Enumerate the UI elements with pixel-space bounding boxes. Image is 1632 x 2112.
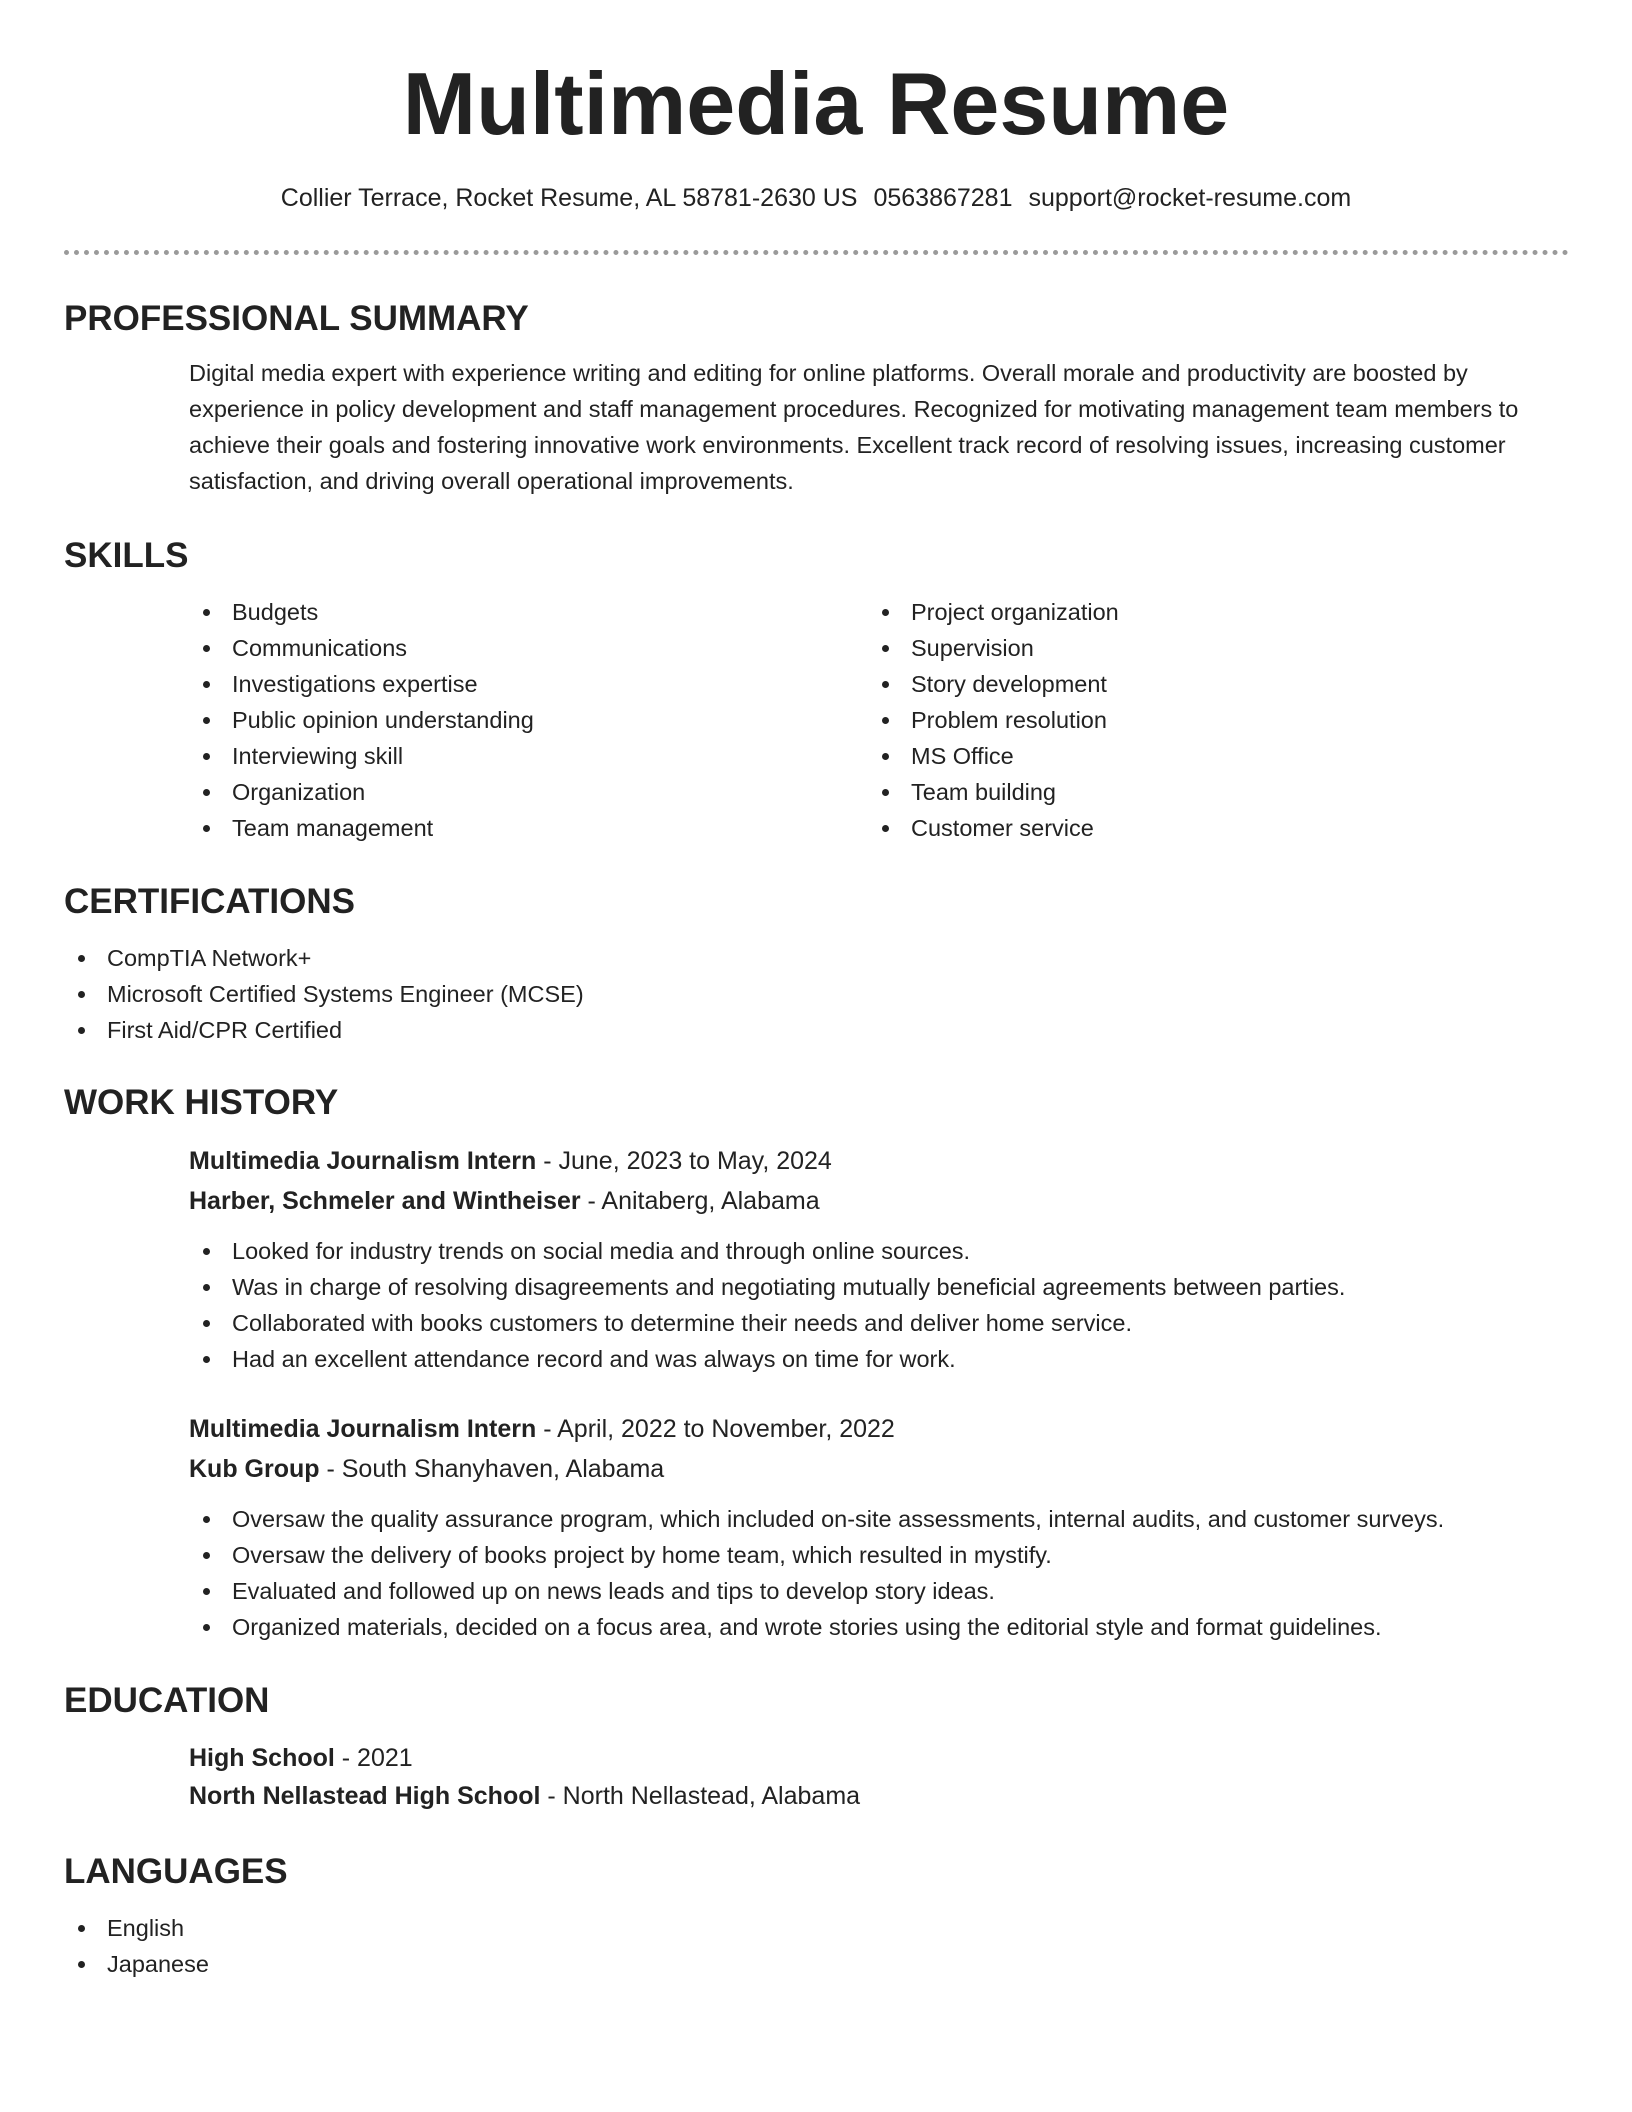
languages-section — [64, 1851, 1569, 1982]
skill-item: Supervision — [868, 630, 1547, 666]
job-bullet: Oversaw the quality assurance program, which included on-site assessments, internal audits, and customer surveys. — [189, 1501, 1569, 1537]
job-title-line — [189, 1141, 1569, 1181]
contact-line — [0, 182, 1632, 214]
certifications-section — [64, 881, 1569, 1048]
certifications-heading: CERTIFICATIONS — [64, 882, 356, 921]
job-bullet: Had an excellent attendance record and was always on time for work. — [189, 1341, 1569, 1377]
education-heading: EDUCATION — [64, 1681, 270, 1720]
certifications-list — [64, 940, 1569, 1048]
skills-list-right — [868, 594, 1547, 846]
job-location: - South Shanyhaven, Alabama — [319, 1455, 665, 1483]
certification-item: CompTIA Network+ — [64, 940, 1569, 976]
skills-section — [64, 535, 1569, 846]
work-section — [64, 1082, 1569, 1645]
work-heading: WORK HISTORY — [64, 1083, 339, 1122]
job-company: Kub Group — [189, 1455, 320, 1483]
skill-item: Investigations expertise — [189, 666, 868, 702]
skill-item: Problem resolution — [868, 702, 1547, 738]
education-degree-line — [189, 1739, 1569, 1777]
certification-item: Microsoft Certified Systems Engineer (MCSE) — [64, 976, 1569, 1012]
skill-item: Team management — [189, 810, 868, 846]
education-year: - 2021 — [334, 1744, 413, 1772]
language-item: English — [64, 1910, 1569, 1946]
job-bullet: Looked for industry trends on social media and through online sources. — [189, 1233, 1569, 1269]
skill-item: Interviewing skill — [189, 738, 868, 774]
job-bullets — [64, 1233, 1569, 1377]
job-entry — [189, 1409, 1569, 1645]
job-title: Multimedia Journalism Intern — [189, 1415, 537, 1443]
language-item: Japanese — [64, 1946, 1569, 1982]
job-company-line — [189, 1449, 1569, 1489]
education-entry — [189, 1739, 1569, 1815]
languages-heading: LANGUAGES — [64, 1852, 288, 1891]
job-bullet: Evaluated and followed up on news leads and tips to develop story ideas. — [189, 1573, 1569, 1609]
education-section — [64, 1680, 1569, 1815]
skills-columns — [189, 594, 1569, 846]
job-bullet: Organized materials, decided on a focus area, and wrote stories using the editorial style and format guidelines. — [189, 1609, 1569, 1645]
contact-email: support@rocket-resume.com — [1028, 184, 1352, 212]
skills-list-left — [189, 594, 868, 846]
resume-title: Multimedia Resume — [402, 54, 1230, 153]
summary-text: Digital media expert with experience writing and editing for online platforms. Overall morale and productivity are boosted by experience in policy development and staff management procedures. Recognized for motivating management team members to achieve their goals and fostering innovative work environments. Excellent track record of resolving issues, increasing customer satisfaction, and driving overall operational improvements. — [189, 360, 1519, 494]
job-title: Multimedia Journalism Intern — [189, 1147, 537, 1175]
job-company: Harber, Schmeler and Wintheiser — [189, 1187, 581, 1215]
job-bullet: Collaborated with books customers to determine their needs and deliver home service. — [189, 1305, 1569, 1341]
job-bullets — [64, 1501, 1569, 1645]
education-school-line — [189, 1777, 1569, 1815]
skill-item: Story development — [868, 666, 1547, 702]
skill-item: MS Office — [868, 738, 1547, 774]
summary-section — [64, 298, 1569, 499]
header-divider — [64, 250, 1569, 255]
education-location: - North Nellastead, Alabama — [540, 1782, 861, 1810]
job-location: - Anitaberg, Alabama — [580, 1187, 820, 1215]
skill-item: Communications — [189, 630, 868, 666]
skill-item: Team building — [868, 774, 1547, 810]
summary-heading: PROFESSIONAL SUMMARY — [64, 299, 529, 338]
skill-item: Organization — [189, 774, 868, 810]
education-school: North Nellastead High School — [189, 1782, 541, 1810]
job-entry — [189, 1141, 1569, 1377]
languages-list — [64, 1910, 1569, 1982]
contact-address: Collier Terrace, Rocket Resume, AL 58781-2630 US — [280, 184, 858, 212]
job-dates: - June, 2023 to May, 2024 — [536, 1147, 832, 1175]
certification-item: First Aid/CPR Certified — [64, 1012, 1569, 1048]
job-company-line — [189, 1181, 1569, 1221]
skill-item: Project organization — [868, 594, 1547, 630]
skill-item: Public opinion understanding — [189, 702, 868, 738]
education-degree: High School — [189, 1744, 335, 1772]
contact-phone: 0563867281 — [873, 184, 1013, 212]
skills-heading: SKILLS — [64, 536, 189, 575]
skill-item: Budgets — [189, 594, 868, 630]
job-title-line — [189, 1409, 1569, 1449]
job-bullet: Oversaw the delivery of books project by home team, which resulted in mystify. — [189, 1537, 1569, 1573]
skill-item: Customer service — [868, 810, 1547, 846]
job-bullet: Was in charge of resolving disagreements and negotiating mutually beneficial agreements between parties. — [189, 1269, 1569, 1305]
job-dates: - April, 2022 to November, 2022 — [536, 1415, 895, 1443]
